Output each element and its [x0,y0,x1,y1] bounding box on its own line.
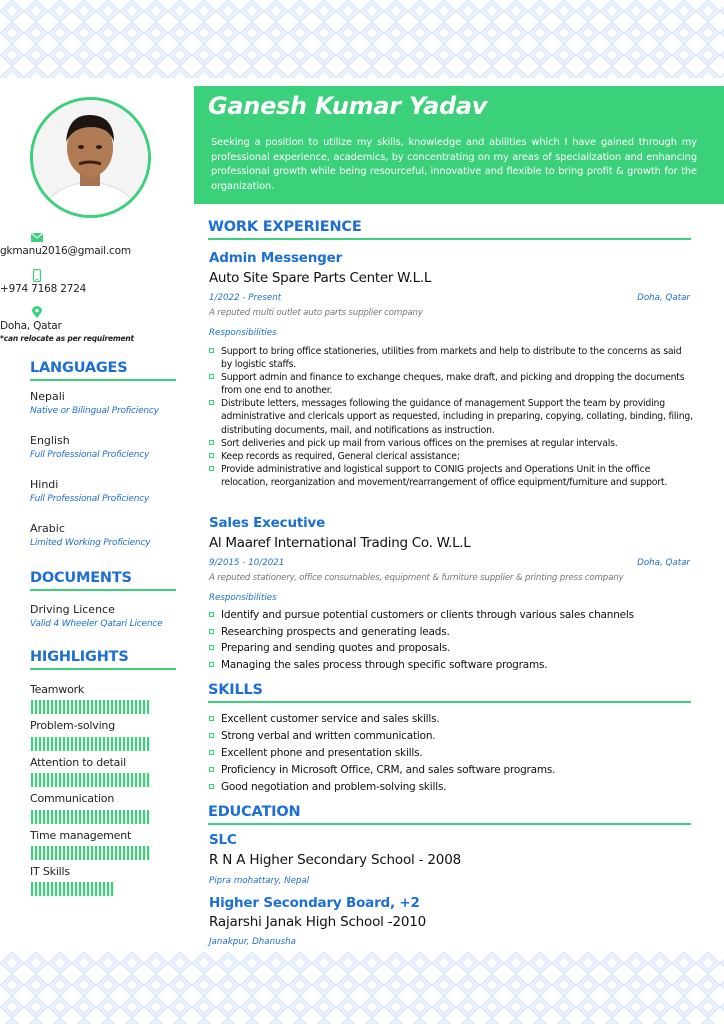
language-name: Nepali [30,390,65,403]
highlight-bar-segment [59,773,61,787]
highlight-bar-segment [127,737,129,751]
list-item: Proficiency in Microsoft Office, CRM, and sales software programs. [209,762,699,779]
responsibilities-label: Responsibilities [209,328,277,338]
highlight-bar-segment [143,700,145,714]
responsibilities-label: Responsibilities [209,593,277,603]
highlight-bar-segment [119,810,121,824]
highlight-bar-segment [71,882,73,896]
highlight-bar-segment [135,810,137,824]
highlight-bar-segment [43,700,45,714]
highlight-bar-segment [119,737,121,751]
highlight-bar-segment [131,810,133,824]
highlight-bar-segment [115,773,117,787]
company-name: Auto Site Spare Parts Center W.L.L [209,270,432,286]
bullet-square-icon [209,348,214,353]
bullet-square-icon [209,612,214,617]
highlight-bar-segment [55,846,57,860]
highlight-bar-segment [31,737,33,751]
highlight-bar-segment [71,737,73,751]
highlight-bar-segment [43,773,45,787]
highlight-bar-segment [47,773,49,787]
envelope-icon [31,233,43,242]
highlight-bar-segment [131,737,133,751]
highlight-bar-segment [107,700,109,714]
highlight-bar-segment [99,737,101,751]
highlight-bar-segment [35,810,37,824]
job-location: Doha, Qatar [637,558,690,568]
highlight-bar-segment [83,773,85,787]
highlight-bar-segment [71,773,73,787]
highlight-bar-segment [131,700,133,714]
highlight-bar-segment [103,700,105,714]
highlight-bar-segment [83,737,85,751]
highlight-bar-segment [147,737,149,751]
highlight-bar-segment [95,737,97,751]
highlight-bar-segment [35,846,37,860]
highlight-bar-segment [31,882,33,896]
highlight-bar-segment [55,773,57,787]
highlight-bar-segment [99,882,101,896]
highlight-bar-segment [95,700,97,714]
highlight-bar-segment [31,810,33,824]
bullet-square-icon [209,645,214,650]
highlight-bar-segment [67,737,69,751]
phone-text[interactable]: +974 7168 2724 [0,283,87,295]
highlight-bar-segment [39,737,41,751]
highlight-bar [31,882,155,896]
highlight-bar-segment [119,846,121,860]
highlight-bar-segment [55,700,57,714]
highlight-bar-segment [115,810,117,824]
highlight-bar-segment [147,773,149,787]
highlight-bar-segment [43,846,45,860]
highlight-bar-segment [95,773,97,787]
highlight-bar-segment [79,882,81,896]
highlight-bar-segment [59,810,61,824]
education-title: Higher Secondary Board, +2 [209,895,420,911]
mobile-phone-icon [33,269,41,282]
highlight-bar-segment [123,773,125,787]
highlight-bar-segment [63,846,65,860]
location-text: Doha, Qatar [0,320,62,332]
list-item: Preparing and sending quotes and proposals. [209,640,699,657]
highlight-bar-segment [75,846,77,860]
highlight-bar-segment [135,737,137,751]
highlight-label: Communication [30,792,115,805]
highlight-bar-segment [47,810,49,824]
relocate-note: *can relocate as per requirement [0,334,134,343]
language-level: Limited Working Proficiency [30,538,151,548]
list-item: Identify and pursue potential customers or clients through various sales channels [209,607,699,624]
highlight-bar-segment [79,773,81,787]
list-item: Sort deliveries and pick up mail from various offices on the premises at regular intervals. [209,437,694,450]
work-experience-heading: WORK EXPERIENCE [208,219,691,240]
highlight-bar-segment [119,700,121,714]
language-level: Native or Bilingual Proficiency [30,406,159,416]
highlight-bar-segment [67,882,69,896]
highlight-bar-segment [139,810,141,824]
avatar-icon [33,100,148,215]
list-item: Distribute letters, messages following the guidance of management Support the team by providing administrative and clericals upport as requested, including in preparing, copying, collating, binding, filing, distributing documents, mail, and notifications as instruction. [209,397,694,436]
highlight-bar-segment [67,773,69,787]
highlight-bar-segment [31,846,33,860]
highlights-heading: HIGHLIGHTS [30,649,176,670]
job-title: Sales Executive [209,515,326,531]
education-school: Rajarshi Janak High School -2010 [209,914,427,930]
job-dates: 9/2015 - 10/2021 [209,558,285,568]
job-location: Doha, Qatar [637,293,690,303]
highlight-bar-segment [127,773,129,787]
bullet-square-icon [209,440,214,445]
bullet-square-icon [209,466,214,471]
highlight-bar-segment [111,846,113,860]
list-item: Excellent phone and presentation skills. [209,745,699,762]
highlight-bar-segment [59,846,61,860]
highlight-bar-segment [103,846,105,860]
document-name: Driving Licence [30,603,115,616]
highlight-bar-segment [119,773,121,787]
job-dates: 1/2022 - Present [209,293,282,303]
highlight-bar-segment [87,846,89,860]
objective-text: Seeking a position to utilize my skills, knowledge and abilities which I have gained through my professional experience, academics, by concentrating on my areas of specialization and enhancing professional growth while being resourceful, innovative and flexible to bring profit & growth for the organization. [211,137,697,192]
highlight-bar-segment [107,810,109,824]
responsibilities-list [209,607,699,673]
job-title: Admin Messenger [209,250,343,266]
highlight-bar-segment [111,773,113,787]
bullet-square-icon [209,733,214,738]
highlight-bar-segment [79,846,81,860]
highlight-bar-segment [115,737,117,751]
highlight-bar-segment [107,846,109,860]
highlight-bar-segment [63,700,65,714]
highlight-bar-segment [83,810,85,824]
highlight-bar-segment [123,737,125,751]
highlight-bar-segment [103,773,105,787]
highlight-bar-segment [127,846,129,860]
highlight-bar-segment [67,700,69,714]
highlight-bar-segment [59,882,61,896]
highlight-bar-segment [99,773,101,787]
highlight-label: Attention to detail [30,756,126,769]
education-place: Pipra mohattary, Nepal [209,876,310,886]
highlight-bar-segment [87,737,89,751]
highlight-bar-segment [111,700,113,714]
profile-photo [30,97,151,218]
highlight-bar-segment [95,846,97,860]
highlight-bar-segment [123,810,125,824]
highlight-bar-segment [135,700,137,714]
highlight-bar-segment [47,846,49,860]
highlight-bar-segment [135,846,137,860]
highlight-label: Teamwork [30,683,85,696]
highlight-bar-segment [51,846,53,860]
highlight-bar-segment [67,810,69,824]
highlight-bar-segment [47,737,49,751]
highlight-bar-segment [39,700,41,714]
list-item: Provide administrative and logistical support to CONIG projects and Operations Unit in the office relocation, reorganization and movement/rearrangement of office equipment/furniture and support. [209,463,694,489]
highlight-bar-segment [91,737,93,751]
highlight-bar-segment [91,882,93,896]
language-name: Arabic [30,522,65,535]
highlight-bar-segment [103,737,105,751]
highlight-bar-segment [47,882,49,896]
highlight-bar-segment [71,846,73,860]
highlight-label: Time management [30,829,132,842]
bullet-square-icon [209,716,214,721]
highlight-bar-segment [107,882,109,896]
highlight-bar-segment [71,810,73,824]
highlight-bar-segment [127,810,129,824]
highlight-bar-segment [135,773,137,787]
highlight-bar-segment [147,846,149,860]
highlight-label: Problem-solving [30,719,115,732]
highlight-bar-segment [143,846,145,860]
highlight-bar-segment [79,737,81,751]
languages-heading: LANGUAGES [30,360,176,381]
highlight-bar-segment [67,846,69,860]
highlight-bar [31,810,155,824]
map-pin-icon [32,306,42,318]
responsibilities-list [209,345,694,489]
highlight-bar-segment [99,846,101,860]
highlight-bar-segment [43,882,45,896]
list-item: Good negotiation and problem-solving skills. [209,779,699,796]
bullet-square-icon [209,629,214,634]
highlight-bar-segment [43,810,45,824]
highlight-bar-segment [63,773,65,787]
highlight-bar-segment [39,882,41,896]
highlight-bar-segment [83,846,85,860]
highlight-bar-segment [75,773,77,787]
highlight-bar-segment [63,810,65,824]
highlight-bar-segment [39,773,41,787]
highlight-bar-segment [79,810,81,824]
list-item: Managing the sales process through specific software programs. [209,657,699,674]
highlight-bar-segment [55,810,57,824]
education-place: Janakpur, Dhanusha [209,937,296,947]
highlight-bar-segment [39,846,41,860]
bullet-square-icon [209,784,214,789]
highlight-bar-segment [39,810,41,824]
bullet-square-icon [209,767,214,772]
highlight-label: IT Skills [30,865,70,878]
highlight-bar-segment [111,882,113,896]
highlight-bar-segment [75,810,77,824]
highlight-bar-segment [99,700,101,714]
highlight-bar-segment [63,737,65,751]
highlight-bar-segment [103,810,105,824]
skills-list [209,711,699,796]
education-title: SLC [209,832,237,848]
highlight-bar-segment [71,700,73,714]
language-name: English [30,434,70,447]
highlight-bar-segment [55,882,57,896]
highlight-bar-segment [51,810,53,824]
highlight-bar-segment [139,700,141,714]
bullet-square-icon [209,662,214,667]
highlight-bar-segment [127,700,129,714]
education-school: R N A Higher Secondary School - 2008 [209,852,461,868]
highlight-bar-segment [91,810,93,824]
highlight-bar-segment [95,882,97,896]
highlight-bar-segment [139,737,141,751]
list-item: Support admin and finance to exchange cheques, make draft, and picking and dropping the documents from one end to another. [209,371,694,397]
highlight-bar-segment [143,810,145,824]
decorative-pattern-bottom [0,952,724,1024]
highlight-bar-segment [147,700,149,714]
list-item: Support to bring office stationeries, utilities from markets and help to distribute to the concerns as said by logistic staffs. [209,345,694,371]
highlight-bar-segment [139,846,141,860]
company-description: A reputed stationery, office consumables, equipment & furniture supplier & printing press company [209,573,624,583]
highlight-bar-segment [51,737,53,751]
highlight-bar-segment [59,700,61,714]
highlight-bar-segment [43,737,45,751]
highlight-bar-segment [87,773,89,787]
bullet-square-icon [209,750,214,755]
highlight-bar-segment [51,882,53,896]
highlight-bar-segment [103,882,105,896]
list-item: Researching prospects and generating leads. [209,624,699,641]
highlight-bar-segment [115,700,117,714]
highlight-bar [31,737,155,751]
highlight-bar-segment [59,737,61,751]
highlight-bar-segment [115,846,117,860]
skills-heading: SKILLS [208,682,691,703]
highlight-bar-segment [143,773,145,787]
language-name: Hindi [30,478,59,491]
decorative-pattern-top [0,0,724,78]
highlight-bar-segment [131,846,133,860]
highlight-bar-segment [51,700,53,714]
documents-heading: DOCUMENTS [30,570,176,591]
highlight-bar-segment [55,737,57,751]
highlight-bar-segment [91,773,93,787]
highlight-bar [31,700,155,714]
highlight-bar-segment [111,810,113,824]
highlight-bar-segment [63,882,65,896]
highlight-bar-segment [75,737,77,751]
highlight-bar-segment [83,700,85,714]
highlight-bar-segment [31,700,33,714]
highlight-bar [31,773,155,787]
bullet-square-icon [209,453,214,458]
bullet-square-icon [209,400,214,405]
document-detail: Valid 4 Wheeler Qatari Licence [30,619,163,629]
highlight-bar-segment [87,882,89,896]
highlight-bar-segment [87,700,89,714]
highlight-bar-segment [123,846,125,860]
highlight-bar-segment [83,882,85,896]
highlight-bar-segment [91,700,93,714]
highlight-bar-segment [75,882,77,896]
list-item: Strong verbal and written communication. [209,728,699,745]
highlight-bar-segment [35,773,37,787]
highlight-bar-segment [139,773,141,787]
list-item: Excellent customer service and sales skills. [209,711,699,728]
highlight-bar-segment [79,700,81,714]
highlight-bar-segment [91,846,93,860]
highlight-bar-segment [47,700,49,714]
highlight-bar-segment [95,810,97,824]
highlight-bar-segment [111,737,113,751]
highlight-bar-segment [99,810,101,824]
list-item: Keep records as required, General clerical assistance; [209,450,694,463]
highlight-bar-segment [123,700,125,714]
highlight-bar [31,846,155,860]
highlight-bar-segment [51,773,53,787]
candidate-name: Ganesh Kumar Yadav [208,92,488,120]
bullet-square-icon [209,374,214,379]
highlight-bar-segment [35,882,37,896]
highlight-bar-segment [75,700,77,714]
language-level: Full Professional Proficiency [30,450,150,460]
highlight-bar-segment [35,700,37,714]
highlight-bar-segment [35,737,37,751]
highlight-bar-segment [131,773,133,787]
highlight-bar-segment [31,773,33,787]
highlight-bar-segment [107,737,109,751]
highlight-bar-segment [143,737,145,751]
highlight-bar-segment [147,810,149,824]
highlight-bar-segment [107,773,109,787]
company-name: Al Maaref International Trading Co. W.L.L [209,535,471,551]
highlight-bar-segment [87,810,89,824]
language-level: Full Professional Proficiency [30,494,150,504]
education-heading: EDUCATION [208,804,691,825]
company-description: A reputed multi outlet auto parts supplier company [209,308,423,318]
email-text[interactable]: gkmanu2016@gmail.com [0,245,131,257]
